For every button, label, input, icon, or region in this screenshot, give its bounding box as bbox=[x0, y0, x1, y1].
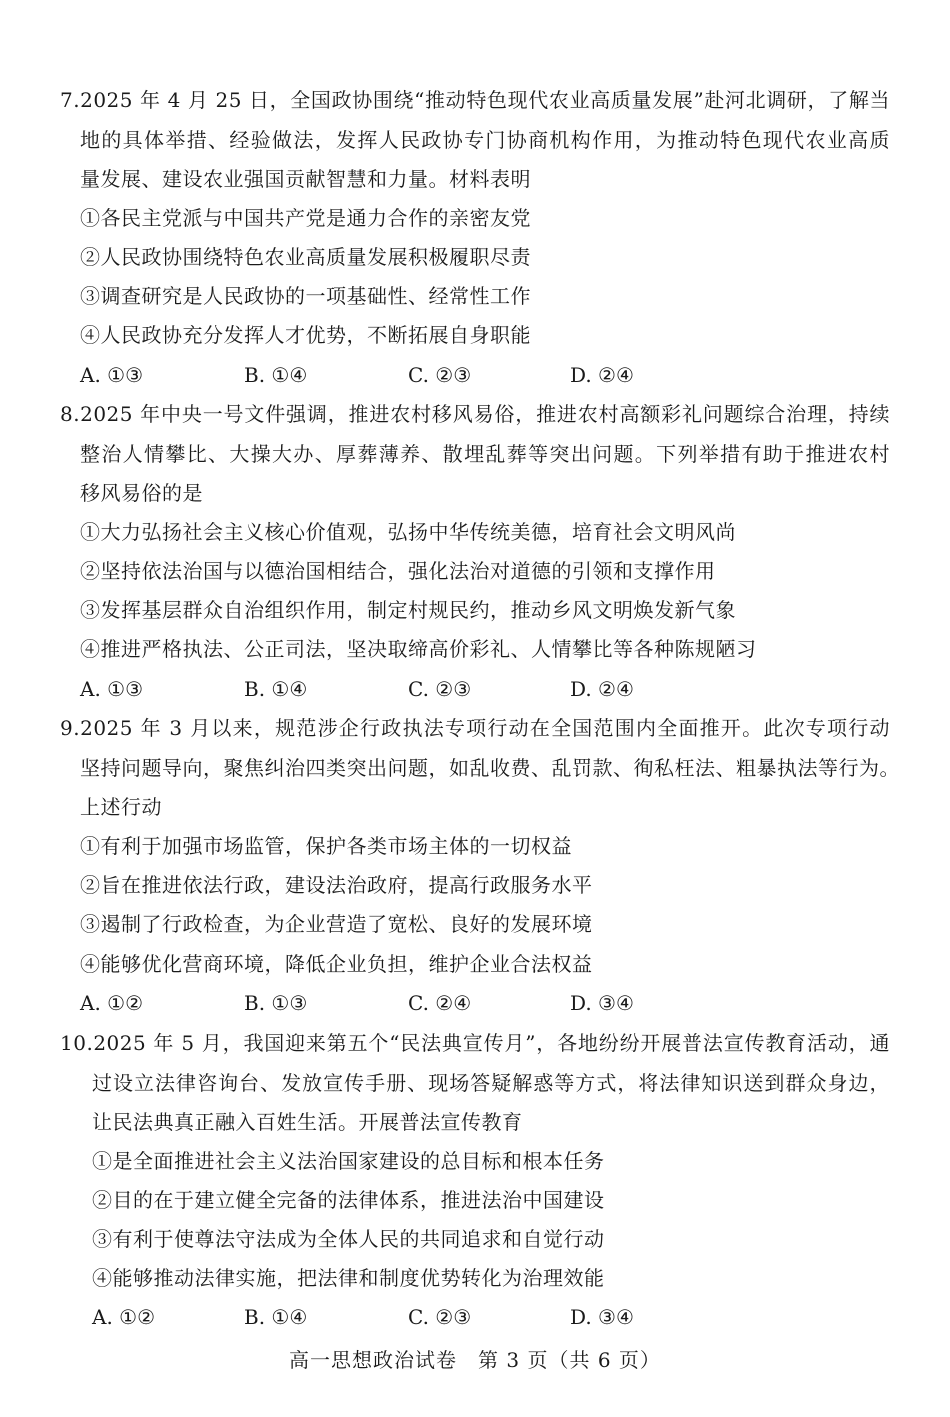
question-7-number: 7. bbox=[60, 88, 81, 112]
question-8-choice-d: D. ②④ bbox=[570, 677, 634, 701]
question-7-choice-d: D. ②④ bbox=[570, 363, 634, 387]
question-8-choice-b: B. ①④ bbox=[244, 677, 308, 701]
question-9-statement-4: ④能够优化营商环境，降低企业负担，维护企业合法权益 bbox=[80, 952, 593, 976]
question-10-number: 10. bbox=[60, 1031, 94, 1055]
question-8-stem-line-1 bbox=[60, 400, 890, 428]
question-7-statement-3: ③调查研究是人民政协的一项基础性、经常性工作 bbox=[80, 284, 531, 308]
question-9-stem-text-1: 2025 年 3 月以来，规范涉企行政执法专项行动在全国范围内全面推开。此次专项行动 bbox=[80, 716, 890, 740]
question-10-statement-1: ①是全面推进社会主义法治国家建设的总目标和根本任务 bbox=[92, 1149, 605, 1173]
question-8-statement-1: ①大力弘扬社会主义核心价值观，弘扬中华传统美德，培育社会文明风尚 bbox=[80, 520, 736, 544]
question-9-choice-b: B. ①③ bbox=[244, 991, 308, 1015]
question-9-statement-2: ②旨在推进依法行政，建设法治政府，提高行政服务水平 bbox=[80, 873, 593, 897]
question-8-statement-2: ②坚持依法治国与以德治国相结合，强化法治对道德的引领和支撑作用 bbox=[80, 559, 716, 583]
question-7-statement-4: ④人民政协充分发挥人才优势，不断拓展自身职能 bbox=[80, 323, 531, 347]
question-10-choice-c: C. ②③ bbox=[408, 1305, 472, 1329]
question-10-choice-d: D. ③④ bbox=[570, 1305, 634, 1329]
question-9-stem-line-3: 上述行动 bbox=[80, 795, 162, 819]
question-7-stem-line-2: 地的具体举措、经验做法，发挥人民政协专门协商机构作用，为推动特色现代农业高质 bbox=[80, 128, 890, 152]
question-10-choice-a: A. ①② bbox=[92, 1305, 156, 1329]
question-10-stem-line-3: 让民法典真正融入百姓生活。开展普法宣传教育 bbox=[92, 1110, 523, 1134]
question-7-choice-c: C. ②③ bbox=[408, 363, 472, 387]
question-9-statement-1: ①有利于加强市场监管，保护各类市场主体的一切权益 bbox=[80, 834, 572, 858]
question-7-stem-text-1: 2025 年 4 月 25 日，全国政协围绕“推动特色现代农业高质量发展”赴河北调研，了解当 bbox=[80, 88, 890, 112]
question-7-statement-2: ②人民政协围绕特色农业高质量发展积极履职尽责 bbox=[80, 245, 531, 269]
question-8-choice-c: C. ②③ bbox=[408, 677, 472, 701]
question-10-stem-line-2: 过设立法律咨询台、发放宣传手册、现场答疑解惑等方式，将法律知识送到群众身边， bbox=[92, 1071, 890, 1095]
question-10-statement-2: ②目的在于建立健全完备的法律体系，推进法治中国建设 bbox=[92, 1188, 605, 1212]
question-8-number: 8. bbox=[60, 402, 81, 426]
question-7-statement-1: ①各民主党派与中国共产党是通力合作的亲密友党 bbox=[80, 206, 531, 230]
question-8-statement-4: ④推进严格执法、公正司法，坚决取缔高价彩礼、人情攀比等各种陈规陋习 bbox=[80, 637, 757, 661]
question-9-choice-c: C. ②④ bbox=[408, 991, 472, 1015]
question-7-stem-line-3: 量发展、建设农业强国贡献智慧和力量。材料表明 bbox=[80, 167, 531, 191]
question-8-choice-a: A. ①③ bbox=[80, 677, 144, 701]
question-8-stem-line-3: 移风易俗的是 bbox=[80, 481, 203, 505]
question-7-stem-line-1 bbox=[60, 86, 890, 114]
question-9-choice-d: D. ③④ bbox=[570, 991, 634, 1015]
question-10-choice-b: B. ①④ bbox=[244, 1305, 308, 1329]
question-9-stem-line-1 bbox=[60, 714, 890, 742]
question-8-statement-3: ③发挥基层群众自治组织作用，制定村规民约，推动乡风文明焕发新气象 bbox=[80, 598, 736, 622]
question-8-stem-line-2: 整治人情攀比、大操大办、厚葬薄养、散埋乱葬等突出问题。下列举措有助于推进农村 bbox=[80, 442, 890, 466]
question-10-statement-4: ④能够推动法律实施，把法律和制度优势转化为治理效能 bbox=[92, 1266, 605, 1290]
question-7-choice-b: B. ①④ bbox=[244, 363, 308, 387]
question-8-stem-text-1: 2025 年中央一号文件强调，推进农村移风易俗，推进农村高额彩礼问题综合治理，持续 bbox=[80, 402, 890, 426]
question-9-choice-a: A. ①② bbox=[80, 991, 144, 1015]
question-10-statement-3: ③有利于使尊法守法成为全体人民的共同追求和自觉行动 bbox=[92, 1227, 605, 1251]
question-7-choice-a: A. ①③ bbox=[80, 363, 144, 387]
question-10-stem-line-1 bbox=[60, 1029, 890, 1057]
question-9-statement-3: ③遏制了行政检查，为企业营造了宽松、良好的发展环境 bbox=[80, 912, 593, 936]
page-footer: 高一思想政治试卷 第 3 页（共 6 页） bbox=[289, 1348, 661, 1372]
question-10-stem-text-1: 2025 年 5 月，我国迎来第五个“民法典宣传月”，各地纷纷开展普法宣传教育活动，通 bbox=[93, 1031, 890, 1055]
question-9-number: 9. bbox=[60, 716, 81, 740]
question-9-stem-line-2: 坚持问题导向，聚焦纠治四类突出问题，如乱收费、乱罚款、徇私枉法、粗暴执法等行为。 bbox=[80, 756, 900, 780]
